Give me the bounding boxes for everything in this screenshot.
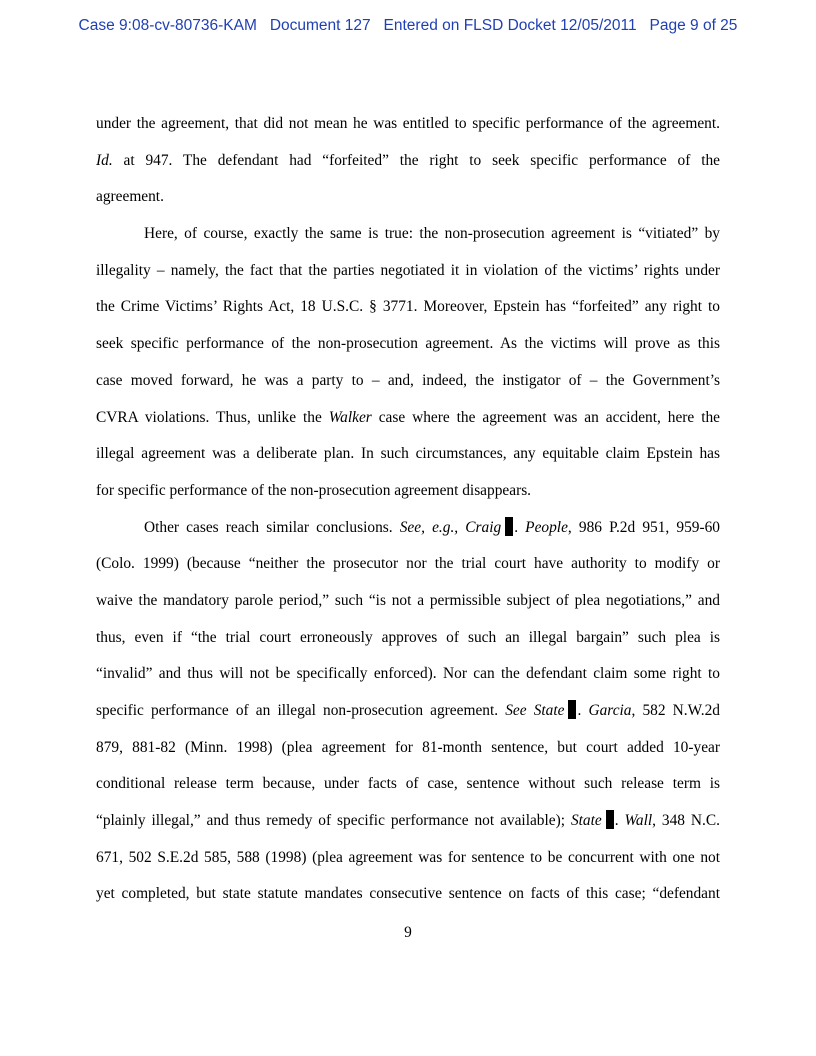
text-line: Id. at 947. The defendant had “forfeited” the right to seek specific performance of the [96,151,720,169]
text-line: 879, 881-82 (Minn. 1998) (plea agreement for 81-month sentence, but court added 10-year [96,738,720,756]
paragraph-start-line: Other cases reach similar conclusions. See, e.g., Craig . People, 986 P.2d 951, 959-60 [144,518,720,536]
docket-entry: Entered on FLSD Docket 12/05/2011 [383,17,637,34]
redaction-block [505,517,513,536]
text-line: illegality – namely, the fact that the parties negotiated it in violation of the victims’ rights under [96,261,720,279]
docket-header [0,17,816,35]
text-line: agreement. [96,188,164,206]
redaction-block [568,700,576,719]
text-line: illegal agreement was a deliberate plan. In such circumstances, any equitable claim Epstein has [96,445,720,463]
text-line: conditional release term because, under facts of case, sentence without such release term is [96,775,720,793]
case-name-walker: Walker [328,408,372,426]
citation-state: State [570,812,602,830]
citation-craig: See, e.g., Craig [399,518,502,536]
text-line: CVRA violations. Thus, unlike the Walker case where the agreement was an accident, here the [96,408,720,426]
citation-state: See State [505,702,565,719]
page-of-total: Page 9 of 25 [649,17,738,34]
citation-wall: Wall [618,812,653,830]
text-line: seek specific performance of the non-prosecution agreement. As the victims will prove as this [96,335,720,353]
text-line: “invalid” and thus will not be specifically enforced). Nor can the defendant claim some right to [96,665,720,683]
citation-garcia: Garcia [581,702,632,719]
text-line: (Colo. 1999) (because “neither the prosecutor nor the trial court have authority to modify or [96,555,720,573]
case-number: Case 9:08-cv-80736-KAM [78,17,257,34]
redaction-block [606,810,614,829]
text-line: 671, 502 S.E.2d 585, 588 (1998) (plea agreement was for sentence to be concurrent with one not [96,848,720,866]
text-line: for specific performance of the non-prosecution agreement disappears. [96,481,532,499]
citation-people: People [518,518,568,536]
text-line: “plainly illegal,” and thus remedy of specific performance not available); State . Wall, 348 N.C. [96,812,720,830]
text-line: specific performance of an illegal non-prosecution agreement. See State . Garcia, 582 N.W.2d [96,702,720,719]
text-line: under the agreement, that did not mean he was entitled to specific performance of the agreement. [96,115,720,132]
text-line: yet completed, but state statute mandates consecutive sentence on facts of this case; “defendant [96,885,720,903]
document-number: Document 127 [269,17,371,34]
document-body [96,106,720,913]
page-number: 9 [404,924,412,941]
text-line: thus, even if “the trial court erroneously approves of such an illegal bargain” such plea is [96,628,720,646]
citation-id: Id. [96,151,113,169]
text-line: the Crime Victims’ Rights Act, 18 U.S.C. § 3771. Moreover, Epstein has “forfeited” any right to [96,298,720,316]
paragraph-start-line: Here, of course, exactly the same is true: the non-prosecution agreement is “vitiated” by [144,225,720,243]
text-line: waive the mandatory parole period,” such “is not a permissible subject of plea negotiations,” and [96,591,720,609]
text-line: case moved forward, he was a party to – and, indeed, the instigator of – the Government’s [96,371,720,389]
